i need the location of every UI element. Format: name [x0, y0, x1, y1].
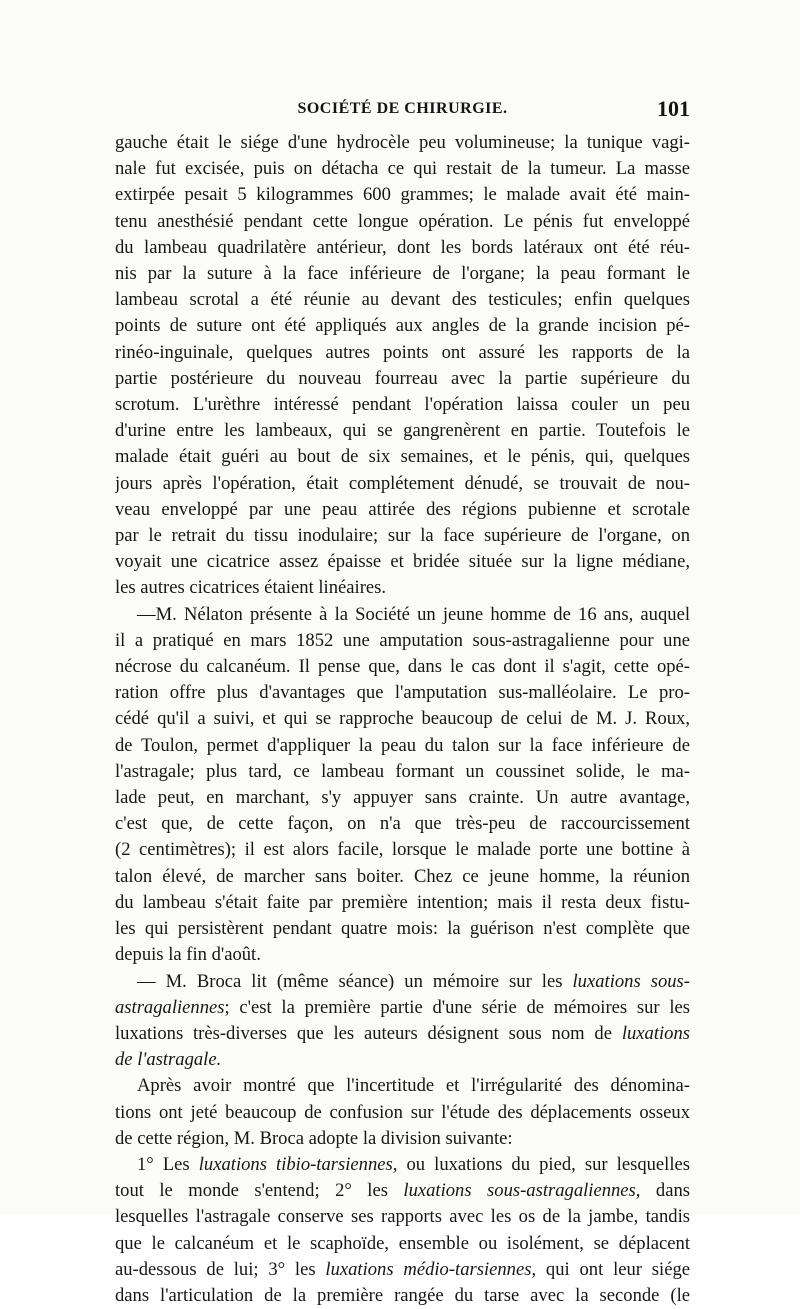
- text-line: [115, 340, 690, 366]
- text-segment: luxations très-diverses que les auteurs désignent sous nom de: [115, 1022, 622, 1044]
- text-segment: nale fut excisée, puis on détacha ce qui restait de la tumeur. La masse: [115, 158, 690, 180]
- running-head: SOCIÉTÉ DE CHIRURGIE.: [297, 100, 508, 117]
- text-segment: jours après l'opération, était complétement dénudé, se trouvait de nou-: [115, 472, 690, 494]
- text-line: [115, 916, 690, 942]
- text-segment: dans l'articulation de la première rangée du tarse avec la seconde (le: [115, 1284, 690, 1306]
- text-segment: partie postérieure du nouveau fourreau avec la partie supérieure du: [115, 367, 690, 389]
- italic-text: luxations sous-astragaliennes: [403, 1180, 636, 1202]
- text-segment: scrotum. L'urèthre intéressé pendant l'opération laissa couler un peu: [115, 394, 690, 416]
- text-line: [115, 471, 690, 497]
- text-segment: c'est que, de cette façon, on n'a que très-peu de raccourcissement: [115, 813, 690, 835]
- text-segment: les autres cicatrices étaient linéaires.: [115, 577, 387, 599]
- text-segment: Après avoir montré que l'incertitude et l'irrégularité des dénomina-: [137, 1075, 690, 1097]
- text-line: [115, 235, 690, 261]
- text-segment: tout le monde s'entend; 2° les: [115, 1180, 404, 1202]
- text-line: [115, 313, 690, 339]
- text-line: [115, 1231, 690, 1257]
- text-line: [115, 942, 690, 968]
- text-line: [115, 549, 690, 575]
- text-segment: par le retrait du tissu inodulaire; sur la face supérieure de l'organe, on: [115, 525, 690, 547]
- text-line: [115, 1100, 690, 1126]
- text-segment: que le calcanéum et le scaphoïde, ensemble ou isolément, se déplacent: [115, 1232, 690, 1254]
- text-line: [115, 523, 690, 549]
- text-line: [115, 785, 690, 811]
- italic-text: luxations médio-tarsiennes: [325, 1258, 532, 1280]
- text-line: [115, 628, 690, 654]
- text-segment: voyait une cicatrice assez épaisse et bridée située sur la ligne médiane,: [115, 551, 690, 573]
- text-segment: malade était guéri au bout de six semaines, et le pénis, qui, quelques: [115, 446, 690, 468]
- text-line: [115, 392, 690, 418]
- text-segment: du lambeau s'était faite par première intention; mais il resta deux fistu-: [115, 891, 690, 913]
- text-line: [115, 418, 690, 444]
- italic-text: luxations sous-: [572, 970, 690, 992]
- text-segment: nis par la suture à la face inférieure de l'organe; la peau formant le: [115, 263, 690, 285]
- text-segment: cédé qu'il a suivi, et qui se rapproche beaucoup de celui de M. J. Roux,: [115, 708, 690, 730]
- text-line: [115, 575, 690, 601]
- italic-text: luxations: [621, 1022, 690, 1044]
- text-segment: de Toulon, permet d'appliquer la peau du talon sur la face inférieure de: [115, 734, 690, 756]
- text-line: [115, 811, 690, 837]
- text-line: [115, 837, 690, 863]
- text-line: [115, 261, 690, 287]
- text-line: [115, 287, 690, 313]
- text-line: [115, 1152, 690, 1178]
- text-segment: , dans: [635, 1180, 690, 1202]
- text-segment: lade peut, en marchant, s'y appuyer sans crainte. Un autre avantage,: [115, 787, 690, 809]
- body-text: [115, 130, 690, 1309]
- text-segment: l'astragale; plus tard, ce lambeau formant un coussinet solide, le ma-: [115, 760, 690, 782]
- text-line: [115, 1073, 690, 1099]
- text-line: [115, 182, 690, 208]
- text-segment: extirpée pesait 5 kilogrammes 600 grammes; le malade avait été main-: [115, 184, 690, 206]
- text-segment: nécrose du calcanéum. Il pense que, dans le cas dont il s'agit, cette opé-: [115, 656, 690, 678]
- text-line: [115, 602, 690, 628]
- text-line: [115, 1047, 690, 1073]
- text-segment: ou luxations du pied, sur lesquelles: [397, 1153, 690, 1175]
- italic-text: luxations tibio-tarsiennes,: [198, 1153, 398, 1175]
- text-line: [115, 733, 690, 759]
- text-line: [115, 497, 690, 523]
- text-segment: tions ont jeté beaucoup de confusion sur l'étude des déplacements osseux: [115, 1101, 690, 1123]
- text-segment: de cette région, M. Broca adopte la division suivante:: [115, 1127, 513, 1149]
- text-segment: gauche était le siége d'une hydrocèle peu volumineuse; la tunique vagi-: [115, 132, 690, 153]
- text-segment: tenu anesthésié pendant cette longue opération. Le pénis fut enveloppé: [115, 210, 690, 232]
- text-segment: les qui persistèrent pendant quatre mois: la guérison n'est complète que: [115, 918, 690, 940]
- text-segment: ; c'est la première partie d'une série de mémoires sur les: [224, 996, 690, 1018]
- page-number: 101: [657, 96, 690, 121]
- text-segment: lesquelles l'astragale conserve ses rapports avec les os de la jambe, tandis: [115, 1206, 690, 1228]
- italic-text: astragaliennes: [115, 996, 225, 1018]
- text-segment: — M. Broca lit (même séance) un mémoire sur les: [137, 970, 573, 992]
- text-line: [115, 156, 690, 182]
- text-line: [115, 995, 690, 1021]
- text-line: [115, 1283, 690, 1309]
- text-segment: (2 centimètres); il est alors facile, lorsque le malade porte une bottine à: [115, 839, 690, 861]
- text-line: [115, 1021, 690, 1047]
- text-segment: lambeau scrotal a été réunie au devant des testicules; enfin quelques: [115, 289, 690, 311]
- text-line: [115, 1204, 690, 1230]
- text-line: [115, 366, 690, 392]
- text-segment: —M. Nélaton présente à la Société un jeune homme de 16 ans, auquel: [137, 603, 690, 625]
- text-line: [115, 680, 690, 706]
- italic-text: de l'astragale.: [115, 1049, 222, 1071]
- text-line: [115, 130, 690, 156]
- text-segment: 1° Les: [137, 1153, 199, 1175]
- text-line: [115, 1126, 690, 1152]
- text-segment: talon élevé, de marcher sans boiter. Chez ce jeune homme, la réunion: [115, 865, 690, 887]
- text-line: [115, 706, 690, 732]
- text-segment: rinéo-inguinale, quelques autres points ont assuré les rapports de la: [115, 341, 690, 363]
- text-line: [115, 1178, 690, 1204]
- text-segment: veau enveloppé par une peau attirée des régions pubienne et scrotale: [115, 498, 690, 520]
- text-segment: , qui ont leur siége: [531, 1258, 690, 1280]
- text-line: [115, 759, 690, 785]
- text-line: [115, 654, 690, 680]
- text-segment: points de suture ont été appliqués aux angles de la grande incision pé-: [115, 315, 690, 337]
- text-line: [115, 864, 690, 890]
- text-line: [115, 1257, 690, 1283]
- text-line: [115, 890, 690, 916]
- text-segment: d'urine entre les lambeaux, qui se gangrenèrent en partie. Toutefois le: [115, 420, 690, 442]
- text-segment: ration offre plus d'avantages que l'amputation sus-malléolaire. Le pro-: [115, 682, 690, 704]
- text-segment: il a pratiqué en mars 1852 une amputation sous-astragalienne pour une: [115, 629, 690, 651]
- page-header: [115, 96, 690, 126]
- text-segment: du lambeau quadrilatère antérieur, dont les bords latéraux ont été réu-: [115, 236, 690, 258]
- text-line: [115, 444, 690, 470]
- text-segment: au-dessous de lui; 3° les: [115, 1258, 326, 1280]
- text-line: [115, 969, 690, 995]
- text-segment: depuis la fin d'août.: [115, 944, 261, 966]
- text-line: [115, 209, 690, 235]
